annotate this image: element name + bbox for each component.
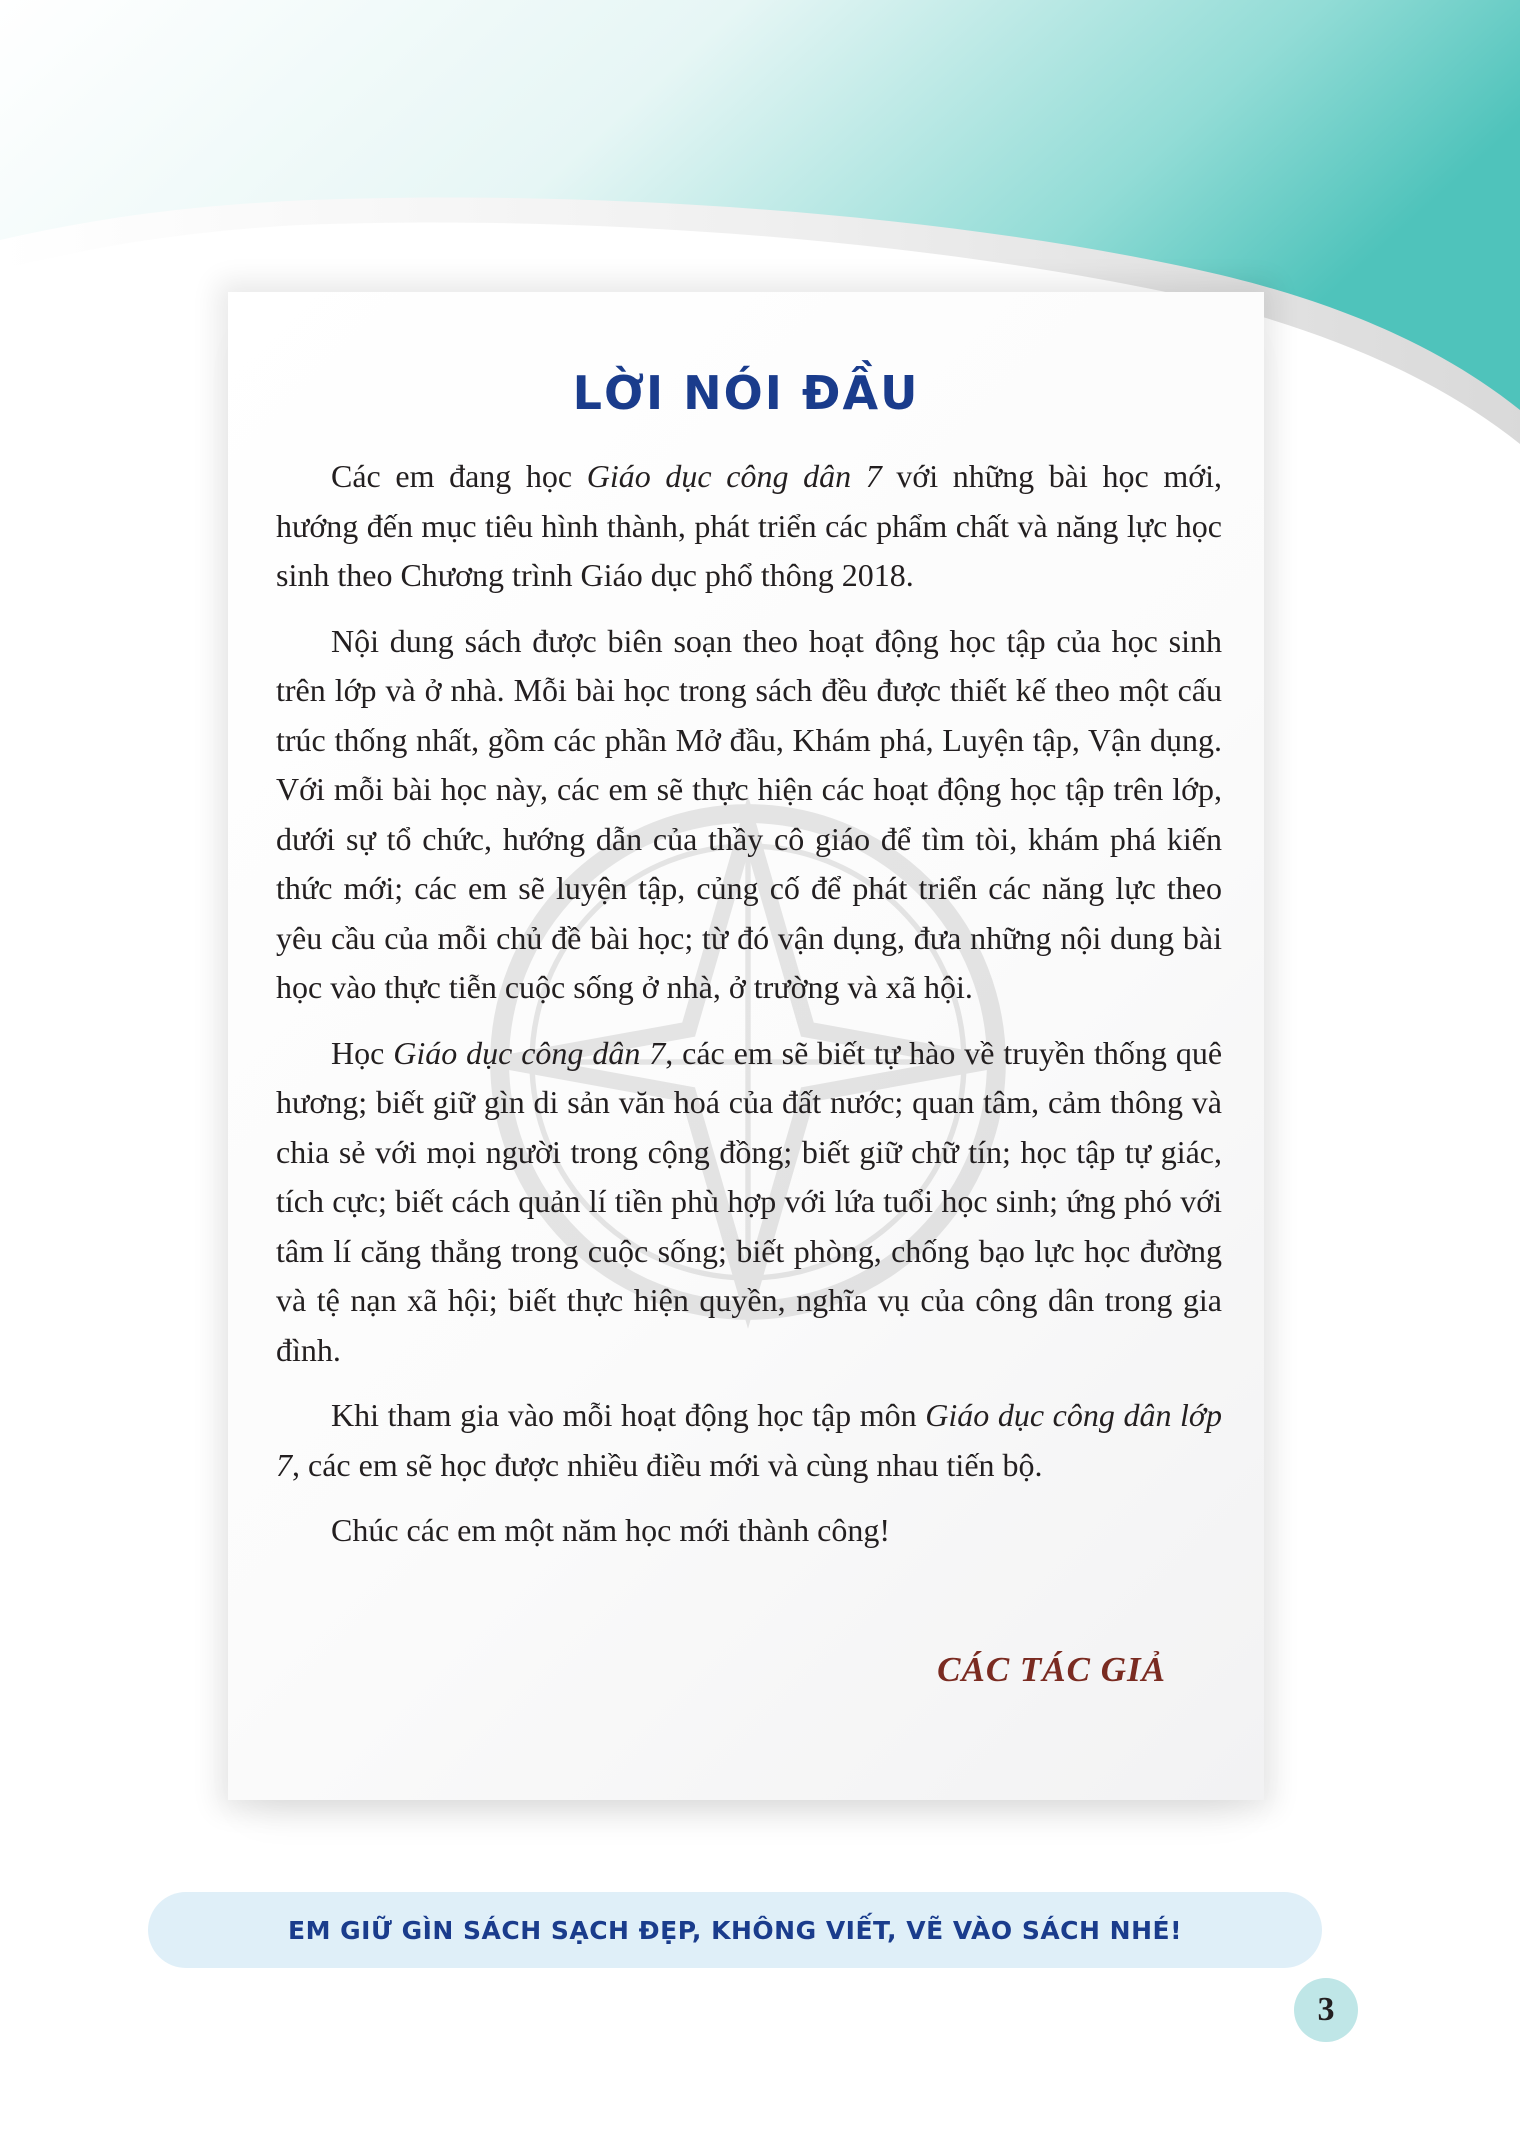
preface-paragraph [276, 1029, 1222, 1376]
preface-paragraph [276, 1506, 1222, 1556]
paragraph-text: , các em sẽ học được nhiều điều mới và cùng nhau tiến bộ. [292, 1446, 1043, 1483]
authors-signature: CÁC TÁC GIẢ [937, 1650, 1166, 1689]
paragraph-text: Khi tham gia vào mỗi hoạt động học tập môn [331, 1397, 926, 1433]
paragraph-text: Chúc các em một năm học mới thành công! [331, 1512, 890, 1548]
paragraph-text: Học [331, 1034, 394, 1071]
paragraph-text: , các em sẽ biết tự hào về truyền thống quê hương; biết giữ gìn di sản văn hoá của đất nước; quan tâm, cảm thông và chia sẻ với mọi người trong cộng đồng; biết giữ chữ tín; học tập tự giác, tích cực; biết cách quản lí tiền phù hợp với lứa tuổi học sinh; ứng phó với tâm lí căng thẳng trong cuộc sống; biết phòng, chống bạo lực học đường và tệ nạn xã hội; biết thực hiện quyền, nghĩa vụ của công dân trong gia đình. [276, 1034, 1223, 1368]
page-title: LỜI NÓI ĐẦU [572, 366, 920, 420]
page-number-badge [1294, 1978, 1358, 2042]
italic-book-title: Giáo dục công dân lớp 7 [276, 1397, 1223, 1483]
reminder-text: EM GIỮ GÌN SÁCH SẠCH ĐẸP, KHÔNG VIẾT, VẼ VÀO SÁCH NHÉ! [288, 1915, 1182, 1945]
page-number: 3 [1317, 1991, 1335, 2028]
preface-paragraph [276, 617, 1222, 1013]
preface-paragraph [276, 452, 1222, 601]
preface-body [276, 452, 1222, 1572]
paragraph-text: Nội dung sách được biên soạn theo hoạt động học tập của học sinh trên lớp và ở nhà. Mỗi bài học trong sách đều được thiết kế theo một cấu trúc thống nhất, gồm các phần Mở đầu, Khám phá, Luyện tập, Vận dụng. Với mỗi bài học này, các em sẽ thực hiện các hoạt động học tập trên lớp, dưới sự tổ chức, hướng dẫn của thầy cô giáo để tìm tòi, khám phá kiến thức mới; các em sẽ luyện tập, củng cố để phát triển các năng lực theo yêu cầu của mỗi chủ đề bài học; từ đó vận dụng, đưa những nội dung bài học vào thực tiễn cuộc sống ở nhà, ở trường và xã hội. [276, 622, 1222, 1005]
italic-book-title: Giáo dục công dân 7 [586, 458, 882, 494]
paragraph-text: với những bài học mới, hướng đến mục tiêu hình thành, phát triển các phẩm chất và năng lực học sinh theo Chương trình Giáo dục phổ thông 2018. [276, 458, 1223, 593]
preface-paragraph [276, 1391, 1222, 1490]
reminder-banner [148, 1892, 1322, 1968]
preface-card [228, 292, 1264, 1800]
italic-book-title: Giáo dục công dân 7 [393, 1034, 666, 1071]
paragraph-text: Các em đang học [331, 458, 587, 494]
